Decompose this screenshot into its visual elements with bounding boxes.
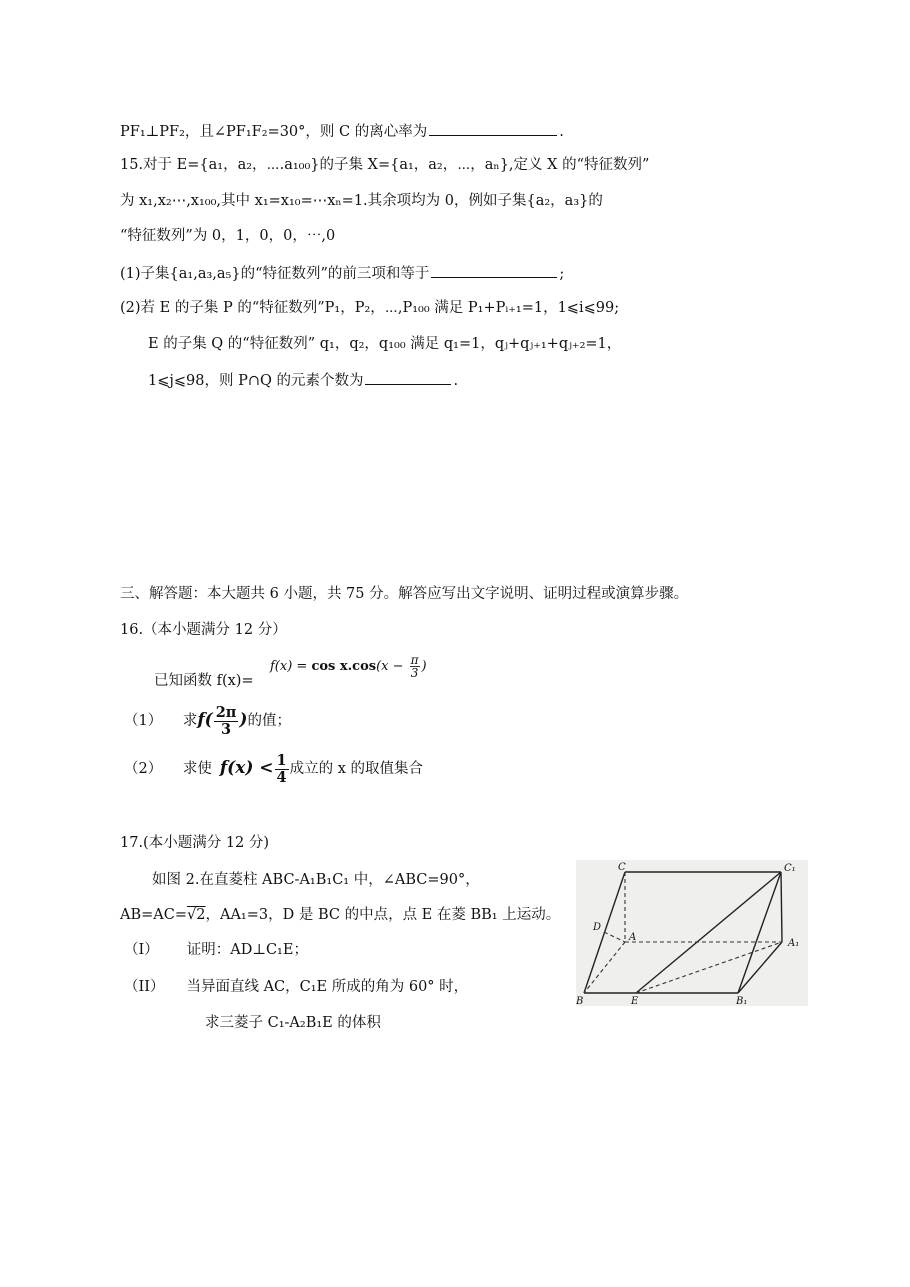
q16-p2-f: f(x) < <box>219 758 274 778</box>
edge-AB <box>584 942 625 993</box>
q16-p1-frac <box>214 705 239 738</box>
q16-pi-over-3 <box>410 654 420 679</box>
q17-line1: 如图 2.在直菱柱 ABC-A₁B₁C₁ 中，∠ABC=90°， <box>152 872 480 888</box>
q16-p1-text-b: 的值； <box>247 713 291 729</box>
q15-part2: (2)若 E 的子集 P 的“特征数列”P₁，P₂，⋯,P₁₀₀ 满足 P₁+Pᵢ₊₁=1，1⩽i⩽99; <box>120 300 620 316</box>
q17-p1-label: （I） <box>124 942 159 958</box>
frac-numerator: π <box>410 653 419 667</box>
q16-part1 <box>124 700 291 740</box>
label-C: C <box>618 862 626 873</box>
q16-formula-left: f(x) = <box>270 659 312 674</box>
q16-part2 <box>124 746 423 790</box>
q17-sqrt2: √2 <box>187 907 206 923</box>
label-E: E <box>631 996 639 1006</box>
q16-p2-text-b: 成立的 x 的取值集合 <box>289 761 424 777</box>
q15-line3: “特征数列”为 0，1，0，0，⋯,0 <box>120 228 336 244</box>
answer-blank[interactable] <box>431 262 557 278</box>
q16-p1-text-a: 求 <box>182 713 198 729</box>
q17-line2 <box>120 905 560 925</box>
q15-part1-end: ; <box>559 266 565 282</box>
label-B: B <box>576 996 584 1006</box>
q16-p2-frac <box>275 753 289 786</box>
prism-figure <box>576 860 808 1006</box>
frac-numerator: 2π <box>215 703 237 721</box>
q16-formula-inner: (x − <box>376 659 408 674</box>
answer-blank[interactable] <box>429 120 557 136</box>
q16-p1-close: ) <box>239 710 248 730</box>
edge-C1A1 <box>781 872 782 942</box>
q16-formula <box>270 654 427 679</box>
q16-p1-label: （1） <box>124 713 163 729</box>
q16-header: 16.（本小题满分 12 分） <box>120 622 287 638</box>
q16-formula-cos: cos x.cos <box>311 659 377 674</box>
frac-denominator: 3 <box>221 720 232 738</box>
q14-tail-line <box>120 120 564 142</box>
q15-part2b: E 的子集 Q 的“特征数列” q₁，q₂，q₁₀₀ 满足 q₁=1，qⱼ+qⱼ₊₁+qⱼ₊₂=1， <box>148 336 622 352</box>
q15-part1-line <box>120 262 564 284</box>
q16-p1-f: f( <box>197 710 213 730</box>
frac-denominator: 3 <box>410 666 419 680</box>
label-A1: A₁ <box>788 938 800 949</box>
frac-denominator: 4 <box>276 768 287 786</box>
prism-diagram <box>576 860 808 1006</box>
q15-part2c-end: . <box>453 373 459 389</box>
q17-part2 <box>124 977 468 997</box>
edge-DA <box>604 932 625 942</box>
label-D: D <box>593 922 602 933</box>
q15-part2c-line <box>148 369 458 391</box>
edge-A1B1 <box>738 942 782 993</box>
q15-line1: 15.对于 E={a₁，a₂，⋯.a₁₀₀}的子集 X={a₁，a₂，⋯，aₙ},定义 X 的“特征数列” <box>120 157 650 173</box>
q15-line2: 为 x₁,x₂⋯,x₁₀₀,其中 x₁=x₁₀=⋯xₙ=1.其余项均为 0，例如子集{a₂，a₃}的 <box>120 193 603 209</box>
q16-formula-close: ) <box>421 659 427 674</box>
label-C1: C₁ <box>784 863 796 874</box>
q15-part1-text: (1)子集{a₁,a₃,a₅}的“特征数列”的前三项和等于 <box>120 266 430 282</box>
q17-p2-label: （II） <box>124 979 165 995</box>
q14-tail-text: PF₁⊥PF₂，且∠PF₁F₂=30°，则 C 的离心率为 <box>120 124 428 140</box>
q17-header: 17.(本小题满分 12 分) <box>120 835 270 851</box>
section-3-heading: 三、解答题：本大题共 6 小题，共 75 分。解答应写出文字说明、证明过程或演算步骤。 <box>120 586 689 602</box>
label-B1: B₁ <box>736 996 748 1006</box>
q16-given-label: 已知函数 f(x)= <box>154 673 254 689</box>
q15-part2c-text: 1⩽j⩽98，则 P∩Q 的元素个数为 <box>148 373 364 389</box>
q16-p2-text-a: 求使 <box>182 761 212 777</box>
answer-blank[interactable] <box>365 369 451 385</box>
frac-numerator: 1 <box>276 751 287 769</box>
q17-p1-text: 证明：AD⊥C₁E； <box>186 942 308 958</box>
q17-part1 <box>124 940 308 960</box>
label-A: A <box>629 932 637 943</box>
q17-line2a: AB=AC= <box>120 907 187 923</box>
q14-tail-end: . <box>559 124 564 140</box>
q17-line2b: ，AA₁=3，D 是 BC 的中点，点 E 在菱 BB₁ 上运动。 <box>205 907 561 923</box>
q17-p2-text2: 求三菱子 C₁-A₂B₁E 的体积 <box>205 1015 381 1031</box>
q17-p2-text: 当异面直线 AC，C₁E 所成的角为 60° 时， <box>186 979 469 995</box>
q16-p2-label: （2） <box>124 761 163 777</box>
